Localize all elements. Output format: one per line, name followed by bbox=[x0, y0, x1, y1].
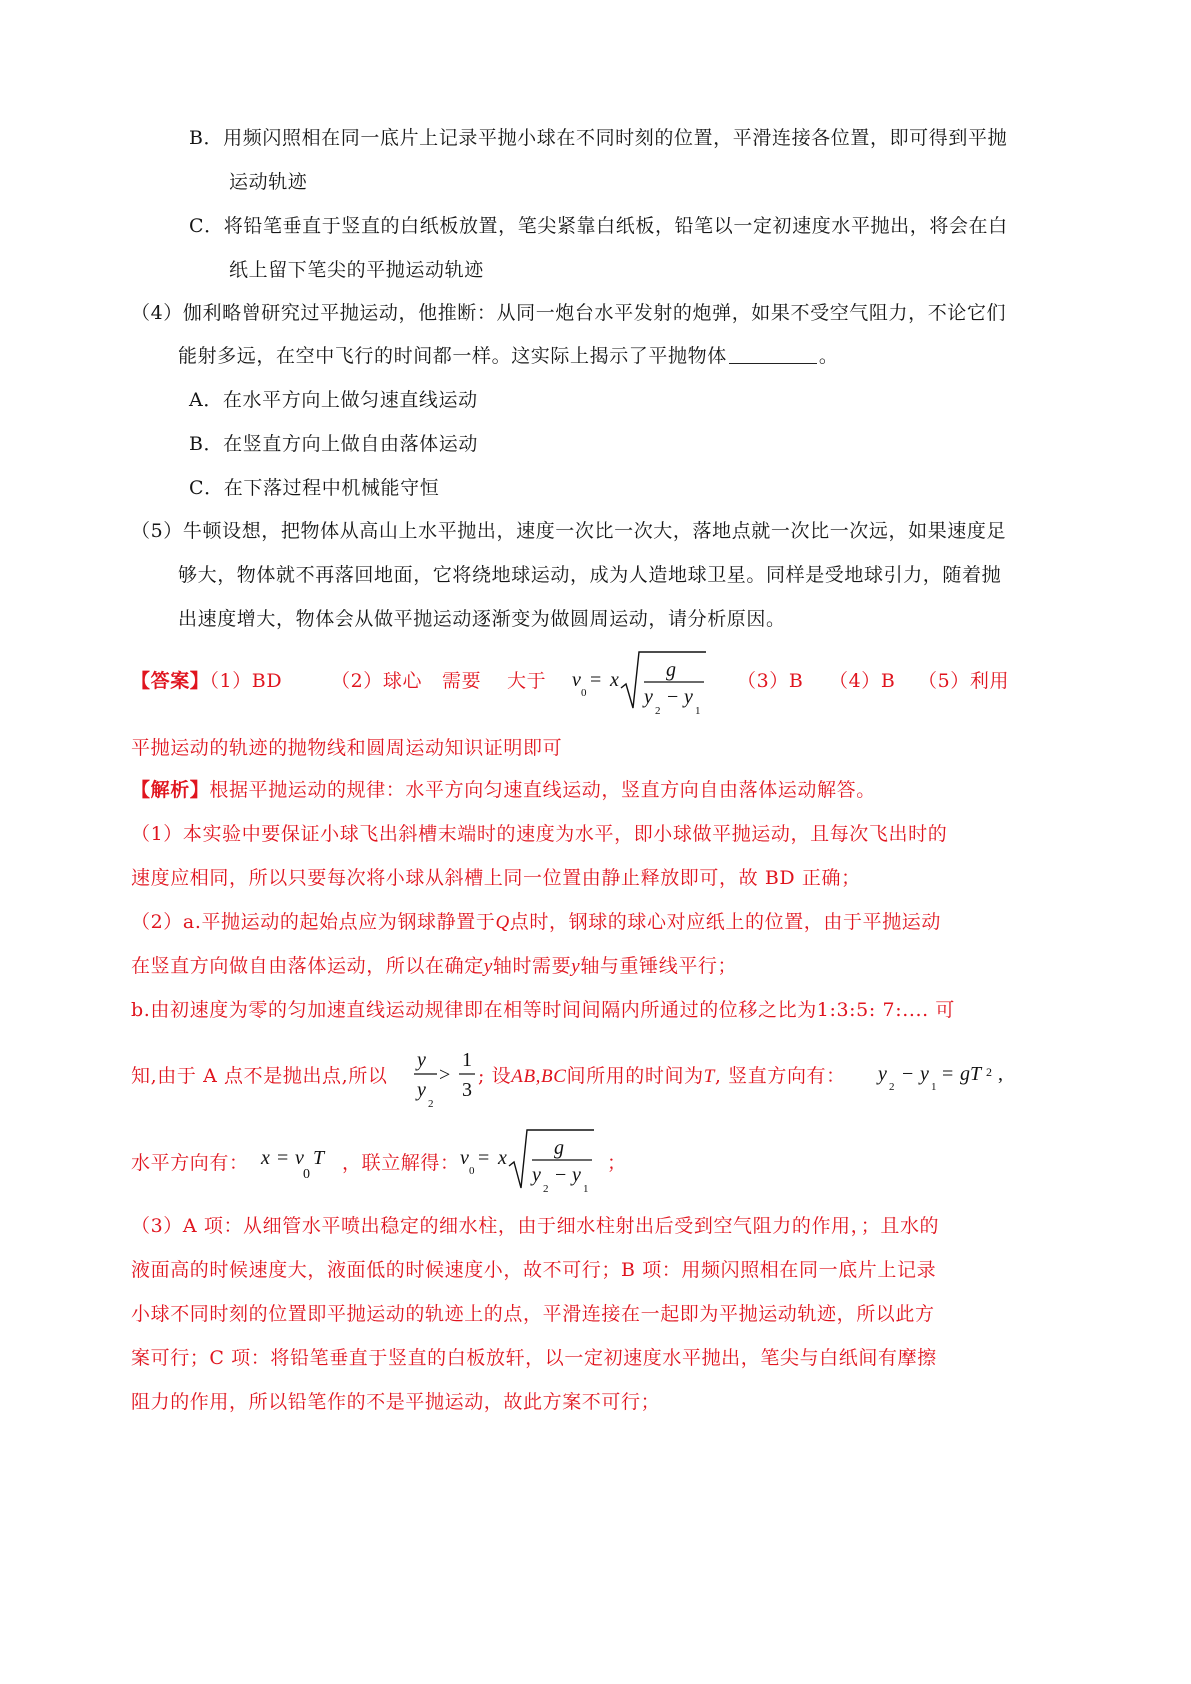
answer-line2: 平抛运动的轨迹的抛物线和圆周运动知识证明即可 bbox=[131, 737, 563, 759]
ineq-y1: y bbox=[417, 1049, 426, 1071]
analysis-p2a-line1 bbox=[131, 908, 941, 937]
answer-part2-b: 需要 bbox=[442, 670, 482, 692]
p2a-text-a: （2）a.平抛运动的起始点应为钢球静置于 bbox=[131, 911, 496, 933]
analysis-intro: 根据平抛运动的规律：水平方向匀速直线运动，竖直方向自由落体运动解答。 bbox=[209, 779, 876, 801]
formula-sub0: 0 bbox=[581, 687, 587, 699]
analysis-p2b-line3-text-a: 水平方向有： bbox=[131, 1152, 249, 1174]
analysis-tag: 【解析】 bbox=[131, 779, 210, 801]
formula-v: v bbox=[572, 669, 581, 691]
question-4-stem-text: 能射多远，在空中飞行的时间都一样。这实际上揭示了平抛物体 bbox=[178, 345, 727, 367]
ineq-one: 1 bbox=[462, 1049, 472, 1071]
ineq-gt: > bbox=[439, 1064, 451, 1086]
p2a-text-c: 在竖直方向做自由落体运动，所以在确定 bbox=[131, 955, 484, 977]
ineq-sub2: 2 bbox=[428, 1098, 434, 1110]
answer-line1 bbox=[131, 667, 282, 695]
formula-x: x bbox=[610, 669, 619, 691]
question-4-stem-line1: （4）伽利略曾研究过平抛运动，他推断：从同一炮台水平发射的炮弹，如果不受空气阻力，不论它们 bbox=[131, 302, 1007, 324]
option-c-line2: 纸上留下笔尖的平抛运动轨迹 bbox=[229, 259, 484, 281]
answer-part4: （4）B bbox=[829, 670, 896, 692]
sol-minus: − bbox=[555, 1164, 567, 1186]
heq-x: x bbox=[261, 1147, 270, 1169]
analysis-p1-line1: （1）本实验中要保证小球飞出斜槽末端时的速度为水平，即小球做平抛运动，且每次飞出时的 bbox=[131, 823, 948, 845]
answer-part2-a: （2）球心 bbox=[331, 670, 423, 692]
analysis-p3-line4: 案可行；C 项：将铅笔垂直于竖直的白板放轩，以一定初速度水平抛出，笔尖与白纸间有摩擦 bbox=[131, 1347, 937, 1369]
analysis-p2b-line3-end: ； bbox=[607, 1152, 627, 1174]
vertical-equation bbox=[872, 1054, 1012, 1098]
option-4c: C．在下落过程中机械能守恒 bbox=[189, 477, 440, 499]
p2b-text-d: , 竖直方向有： bbox=[714, 1065, 846, 1087]
sol-sub1: 1 bbox=[583, 1183, 589, 1195]
formula-minus: − bbox=[667, 686, 679, 708]
sol-y2: y bbox=[532, 1164, 541, 1186]
veq-y2: y bbox=[878, 1063, 887, 1085]
sol-sub0: 0 bbox=[469, 1165, 475, 1177]
sol-v: v bbox=[460, 1147, 469, 1169]
answer-tag: 【答案】 bbox=[131, 670, 210, 692]
option-4a: A．在水平方向上做匀速直线运动 bbox=[189, 389, 478, 411]
option-b-line1: B．用频闪照相在同一底片上记录平抛小球在不同时刻的位置，平滑连接各位置，即可得到平抛 bbox=[189, 127, 1008, 149]
formula-y1: y bbox=[684, 686, 693, 708]
formula-g: g bbox=[666, 659, 676, 681]
question-4-stem-line2 bbox=[178, 342, 838, 370]
t-symbol: T bbox=[703, 1066, 715, 1087]
analysis-p3-line3: 小球不同时刻的位置即平抛运动的轨迹上的点，平滑连接在一起即为平抛运动轨迹，所以此方 bbox=[131, 1303, 935, 1325]
option-4b: B．在竖直方向上做自由落体运动 bbox=[189, 433, 478, 455]
ineq-three: 3 bbox=[462, 1079, 472, 1101]
p2b-text-b: ; 设 bbox=[478, 1065, 512, 1087]
p2a-text-d: 轴时需要 bbox=[492, 955, 572, 977]
formula-eq: = bbox=[590, 669, 602, 691]
analysis-p3-line1: （3）A 项：从细管水平喷出稳定的细水柱，由于细水柱射出后受到空气阻力的作用，；且水的 bbox=[131, 1215, 940, 1237]
analysis-p2a-line2 bbox=[131, 952, 737, 981]
formula-y2: y bbox=[644, 686, 653, 708]
sol-sub2: 2 bbox=[543, 1183, 549, 1195]
analysis-p2b-line2-rest bbox=[478, 1062, 846, 1091]
veq-sub1: 1 bbox=[931, 1081, 937, 1093]
option-c-line1: C．将铅笔垂直于竖直的白纸板放置，笔尖紧靠白纸板，铅笔以一定初速度水平抛出，将会在白 bbox=[189, 215, 1008, 237]
question-4-stem-end: 。 bbox=[818, 345, 839, 367]
analysis-p3-line5: 阻力的作用，所以铅笔作的不是平抛运动，故此方案不可行； bbox=[131, 1391, 661, 1413]
answer-part5: （5）利用 bbox=[918, 670, 1010, 692]
horizontal-equation bbox=[255, 1138, 335, 1182]
answer-formula bbox=[566, 648, 716, 720]
veq-gt: gT bbox=[960, 1063, 982, 1085]
option-b-line2: 运动轨迹 bbox=[229, 171, 308, 193]
ab-bc-symbol: AB,BC bbox=[511, 1066, 567, 1087]
point-q: Q bbox=[495, 912, 510, 933]
heq-sub0: 0 bbox=[303, 1167, 310, 1182]
y-axis-symbol-2: y bbox=[571, 956, 581, 977]
veq-sq: 2 bbox=[986, 1065, 992, 1079]
p2b-text-c: 间所用的时间为 bbox=[566, 1065, 704, 1087]
analysis-p2b-line3-text-b: ，联立解得： bbox=[342, 1152, 460, 1174]
answer-part3: （3）B bbox=[737, 670, 804, 692]
sol-sqrt-sign bbox=[509, 1130, 594, 1188]
answer-blank bbox=[729, 345, 817, 364]
sol-eq: = bbox=[478, 1147, 490, 1169]
analysis-p2b-line1: b.由初速度为零的匀加速直线运动规律即在相等时间间隔内所通过的位移之比为1:3:5: 7:.... 可 bbox=[131, 999, 956, 1021]
sqrt-sign bbox=[621, 652, 706, 708]
svg-text:,: , bbox=[998, 1063, 1003, 1085]
inequality-formula bbox=[409, 1040, 489, 1112]
heq-v: v bbox=[295, 1147, 304, 1169]
solution-formula bbox=[454, 1126, 604, 1198]
answer-part2-c: 大于 bbox=[507, 670, 547, 692]
veq-minus: − bbox=[902, 1063, 914, 1085]
y-axis-symbol: y bbox=[483, 956, 493, 977]
formula-sub1: 1 bbox=[695, 705, 701, 717]
question-5-line2: 够大，物体就不再落回地面，它将绕地球运动，成为人造地球卫星。同样是受地球引力，随着抛 bbox=[178, 564, 1002, 586]
veq-sub2: 2 bbox=[889, 1081, 895, 1093]
sol-y1: y bbox=[572, 1164, 581, 1186]
heq-eq: = bbox=[277, 1147, 289, 1169]
veq-y1: y bbox=[920, 1063, 929, 1085]
analysis-p2b-line2-text-a: 知,由于 A 点不是抛出点,所以 bbox=[131, 1065, 388, 1087]
formula-sub2: 2 bbox=[655, 705, 661, 717]
sol-x: x bbox=[498, 1147, 507, 1169]
heq-t: T bbox=[313, 1147, 325, 1169]
veq-eq: = bbox=[942, 1063, 954, 1085]
analysis-p3-line2: 液面高的时候速度大，液面低的时候速度小，故不可行；B 项：用频闪照相在同一底片上记录 bbox=[131, 1259, 937, 1281]
p2a-text-e: 轴与重锤线平行； bbox=[580, 955, 738, 977]
analysis-intro-line bbox=[131, 776, 876, 804]
question-5-line3: 出速度增大，物体会从做平抛运动逐渐变为做圆周运动，请分析原因。 bbox=[178, 608, 786, 630]
analysis-p1-line2: 速度应相同，所以只要每次将小球从斜槽上同一位置由静止释放即可，故 BD 正确； bbox=[131, 867, 861, 889]
sol-g: g bbox=[554, 1137, 564, 1159]
question-5-line1: （5）牛顿设想，把物体从高山上水平抛出，速度一次比一次大，落地点就一次比一次远，如果速度足 bbox=[131, 520, 1007, 542]
p2a-text-b: 点时，钢球的球心对应纸上的位置，由于平抛运动 bbox=[509, 911, 941, 933]
answer-part1: （1）BD bbox=[209, 670, 283, 692]
ineq-y2: y bbox=[417, 1079, 426, 1101]
